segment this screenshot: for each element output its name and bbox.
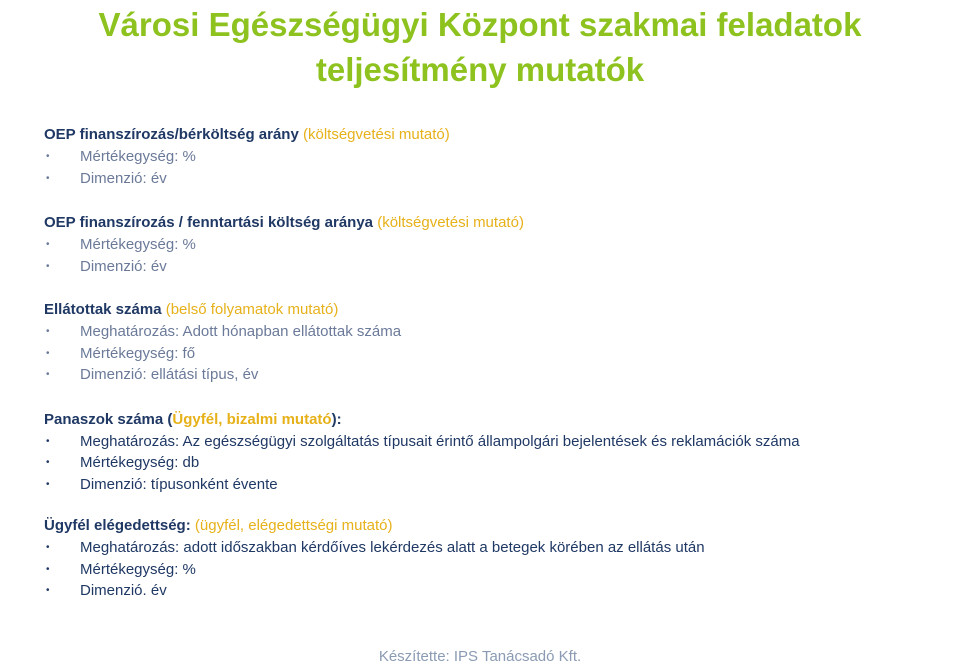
list-item — [44, 537, 944, 559]
note-close: ) — [518, 214, 524, 231]
note-open: ( — [165, 301, 171, 318]
indicator-note — [303, 126, 450, 143]
list-item — [44, 559, 944, 581]
note-text: költségvetési mutató — [308, 126, 445, 143]
indicator-heading — [44, 299, 944, 321]
bullet-icon: • — [46, 563, 50, 575]
bullet-icon: • — [46, 369, 50, 380]
list-item-text: Mértékegység: db — [80, 454, 200, 471]
list-item — [44, 256, 944, 278]
bullet-icon: • — [46, 478, 50, 490]
bullet-icon: • — [46, 347, 50, 359]
list-item — [44, 168, 944, 190]
indicator-heading — [44, 124, 944, 146]
indicator-heading — [44, 409, 944, 431]
indicator-heading — [44, 515, 944, 537]
indicator-note: (ügyfél, elégedettségi mutató) — [194, 517, 393, 534]
indicator-note — [377, 214, 524, 231]
indicator-note — [166, 301, 339, 318]
indicator-heading-text: OEP finanszírozás / fenntartási költség aránya — [44, 214, 374, 231]
note-close: ) — [444, 126, 450, 143]
list-item-text: Dimenzió: év — [80, 169, 167, 187]
indicator-heading-text: Ügyfél elégedettség: — [44, 517, 191, 534]
page-title: Városi Egészségügyi Központ szakmai feladatok teljesítmény mutatók — [98, 6, 862, 88]
bullet-icon: • — [46, 457, 50, 468]
note-text: költségvetési mutató — [382, 214, 519, 231]
list-item-text: Dimenzió. év — [80, 582, 167, 599]
list-item-text: Dimenzió: ellátási típus, év — [80, 366, 259, 383]
indicator-heading — [44, 212, 944, 234]
list-item — [44, 343, 944, 365]
bullet-icon: • — [46, 326, 50, 337]
note-text: belső folyamatok mutató — [170, 301, 334, 318]
note-open: ( — [377, 214, 383, 231]
indicator-heading-text: Ellátottak száma — [44, 301, 162, 318]
note-open: ( — [167, 410, 173, 428]
indicator-patients-served — [44, 299, 944, 386]
list-item — [44, 452, 944, 474]
bullet-icon: • — [46, 542, 50, 553]
indicator-oep-wage-ratio — [44, 124, 944, 189]
footer-credit — [0, 648, 960, 665]
indicator-heading-text: Panaszok száma — [44, 410, 164, 428]
list-item-text: Dimenzió: típusonként évente — [80, 475, 278, 493]
bullet-icon: • — [46, 585, 50, 596]
note-open: ( — [303, 126, 308, 143]
note-text: Ügyfél, bizalmi mutató — [172, 410, 332, 428]
note-close: ): — [331, 410, 342, 428]
indicator-client-satisfaction — [44, 515, 944, 602]
bullet-icon: • — [46, 435, 50, 447]
list-item-text: Meghatározás: Adott hónapban ellátottak száma — [80, 323, 402, 340]
note-close: ) — [333, 301, 339, 318]
list-item-text: Mértékegység: % — [80, 148, 196, 165]
list-item-text: Meghatározás: adott időszakban kérdőíves lekérdezés alatt a betegek körében az ellátás után — [80, 539, 705, 556]
list-item — [44, 431, 944, 453]
list-item-text: Mértékegység: % — [80, 236, 196, 253]
list-item-text: Mértékegység: fő — [80, 344, 196, 362]
list-item — [44, 474, 944, 496]
indicator-list — [44, 124, 944, 622]
indicator-note — [167, 411, 341, 428]
indicator-oep-maintenance-ratio — [44, 212, 944, 277]
list-item-text: Dimenzió: év — [80, 257, 167, 275]
list-item-text: Mértékegység: % — [80, 560, 196, 578]
indicator-complaints — [44, 409, 944, 496]
list-item — [44, 580, 944, 602]
bullet-icon: • — [46, 151, 50, 162]
footer-text: Készítette: IPS Tanácsadó Kft. — [378, 648, 582, 665]
list-item — [44, 321, 944, 343]
list-item-text: Meghatározás: Az egészségügyi szolgáltatás típusait érintő állampolgári bejelentések és reklamációk száma — [80, 432, 800, 450]
list-item — [44, 234, 944, 256]
list-item — [44, 364, 944, 386]
bullet-icon: • — [46, 239, 50, 250]
list-item — [44, 146, 944, 168]
bullet-icon: • — [46, 260, 50, 272]
indicator-heading-text: OEP finanszírozás/bérköltség arány — [44, 126, 299, 143]
bullet-icon: • — [46, 172, 50, 184]
